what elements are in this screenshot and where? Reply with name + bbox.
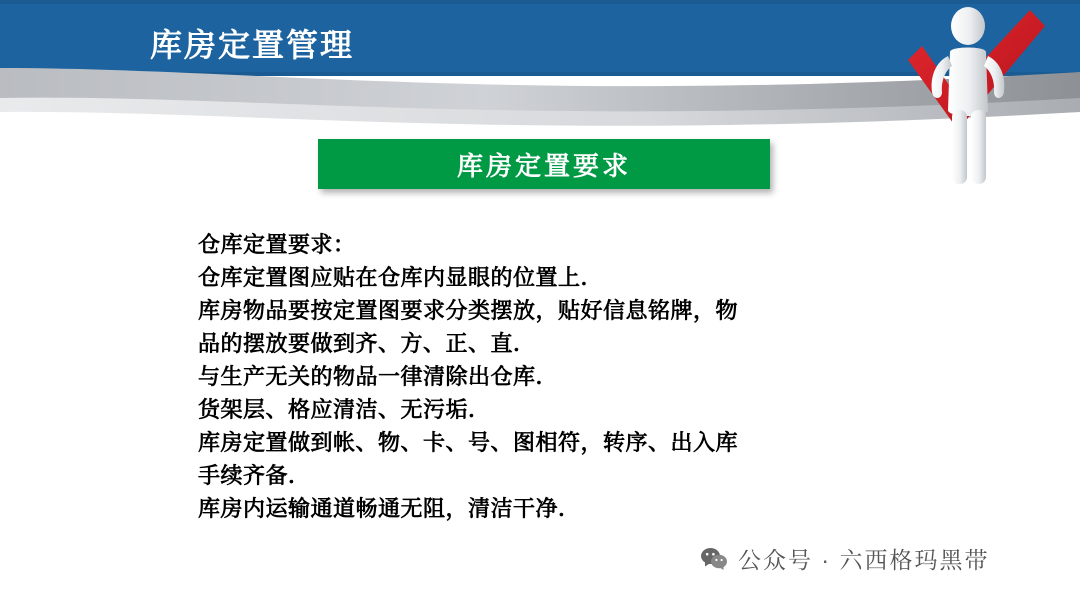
body-line: 库房物品要按定置图要求分类摆放，贴好信息铭牌，物 <box>198 298 739 323</box>
body-line: 库房定置做到帐、物、卡、号、图相符，转序、出入库 <box>198 430 739 455</box>
person-checkmark-graphic <box>882 0 1062 200</box>
section-title-bar <box>318 139 770 189</box>
body-text-block <box>198 228 898 525</box>
body-line: 仓库定置要求： <box>198 232 356 257</box>
page-title: 库房定置管理 <box>150 27 355 63</box>
footer <box>700 542 989 575</box>
section-title-label: 库房定置要求 <box>456 150 631 181</box>
footer-label: 公众号 · 六西格玛黑带 <box>738 547 990 573</box>
body-line: 品的摆放要做到齐、方、正、直． <box>198 331 536 356</box>
body-line: 与生产无关的物品一律清除出仓库． <box>198 364 559 389</box>
body-line: 货架层、格应清洁、无污垢． <box>198 397 491 422</box>
wechat-icon <box>700 547 728 571</box>
body-line: 手续齐备． <box>198 463 311 488</box>
body-line: 库房内运输通道畅通无阻，清洁干净． <box>198 496 581 521</box>
body-line: 仓库定置图应贴在仓库内显眼的位置上． <box>198 265 604 290</box>
